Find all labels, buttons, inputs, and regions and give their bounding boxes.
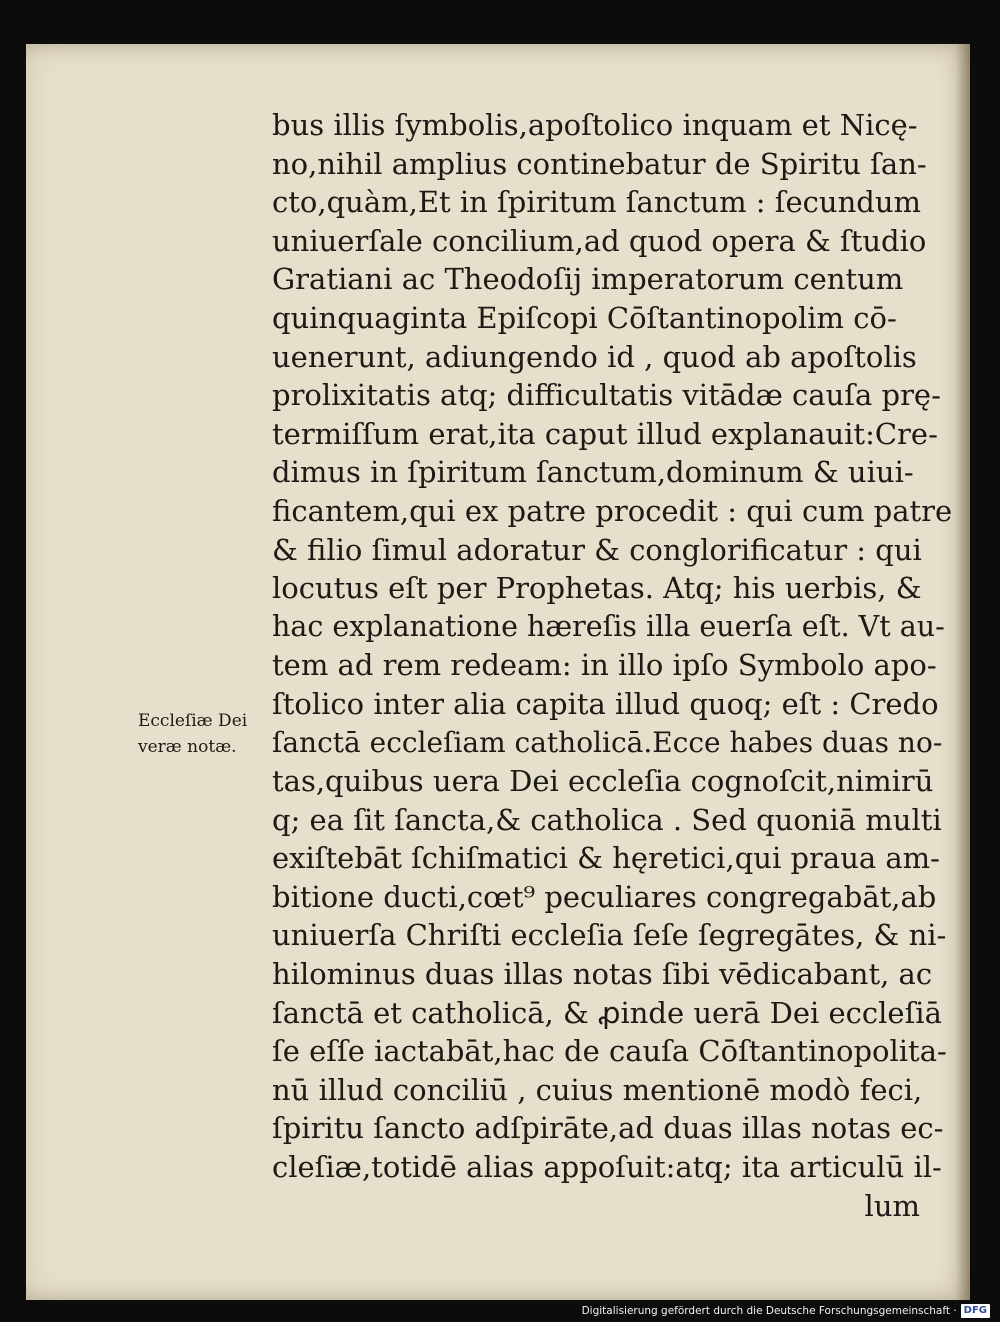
- text-line: uniuerſale concilium,ad quod opera & ſtudio: [272, 223, 927, 258]
- text-line: cleſiæ,totidē alias appoſuit:atq; ita articulū il-: [272, 1150, 942, 1185]
- page-edge-shadow: [956, 44, 970, 1300]
- text-line: ſanctā eccleſiam catholicā.Ecce habes duas no-: [272, 725, 943, 759]
- text-line: ſe eſſe iactabāt,hac de cauſa Cōſtantinopolita-: [272, 1034, 947, 1069]
- text-line: quinquaginta Epiſcopi Cōſtantinopolim cō-: [272, 300, 897, 335]
- marginal-note-line: Eccleſiæ Dei: [138, 711, 248, 731]
- credit-text: Digitalisierung gefördert durch die Deutsche Forschungsgemeinschaft ·: [581, 1305, 957, 1317]
- text-line: q; ea ſit ſancta,& catholica . Sed quoniā multi: [272, 802, 942, 837]
- book-page: [26, 44, 970, 1300]
- text-line: uniuerſa Chriſti eccleſia ſeſe ſegregātes, & ni-: [272, 918, 947, 953]
- digitization-credit: [582, 1302, 990, 1320]
- text-line: Gratiani ac Theodoſij imperatorum centum: [272, 262, 904, 297]
- text-line: locutus eſt per Prophetas. Atq; his uerbis, &: [272, 571, 922, 606]
- text-line: uenerunt, adiungendo id , quod ab apoſtolis: [272, 339, 917, 374]
- text-line: & filio ſimul adoratur & conglorificatur : qui: [272, 532, 922, 567]
- text-line: exiſtebāt ſchiſmatici & hęretici,qui praua am-: [272, 841, 940, 876]
- text-line: nū illud conciliū , cuius mentionē modò feci,: [272, 1072, 923, 1107]
- text-line: cto,quàm,Et in ſpiritum ſanctum : ſecundum: [272, 185, 922, 220]
- text-line: termiſſum erat,ita caput illud explanauit:Cre-: [272, 416, 938, 451]
- text-line: bitione ducti,cœt⁹ peculiares congregabāt,ab: [272, 879, 937, 914]
- dfg-logo-icon: DFG: [961, 1304, 990, 1318]
- marginal-note: [138, 708, 268, 760]
- text-line: ſanctā et catholicā, & ꝓinde uerā Dei eccleſiā: [272, 995, 942, 1030]
- text-line: tem ad rem redeam: in illo ipſo Symbolo apo-: [272, 648, 937, 683]
- text-line: dimus in ſpiritum ſanctum,dominum & uiui-: [272, 455, 914, 490]
- text-line: no,nihil amplius continebatur de Spiritu ſan-: [272, 146, 927, 181]
- text-line: bus illis ſymbolis,apoſtolico inquam et Nicę-: [272, 108, 918, 142]
- text-line: prolixitatis atq; difficultatis vitādæ cauſa prę-: [272, 378, 941, 413]
- text-line: hilominus duas illas notas ſibi vēdicabant, ac: [272, 957, 933, 992]
- text-line: ſpiritu ſancto adſpirāte,ad duas illas notas ec-: [272, 1111, 944, 1146]
- text-line: ficantem,qui ex patre procedit : qui cum patre: [272, 493, 953, 528]
- text-line: hac explanatione hæreſis illa euerſa eſt. Vt au-: [272, 609, 945, 643]
- text-line: tas,quibus uera Dei eccleſia cognoſcit,nimirū: [272, 764, 934, 799]
- marginal-note-line: veræ notæ.: [138, 737, 237, 757]
- catchword: lum: [864, 1188, 920, 1223]
- text-line: ſtolico inter alia capita illud quoq; eſt : Credo: [272, 686, 939, 721]
- main-text-block: [272, 106, 952, 1225]
